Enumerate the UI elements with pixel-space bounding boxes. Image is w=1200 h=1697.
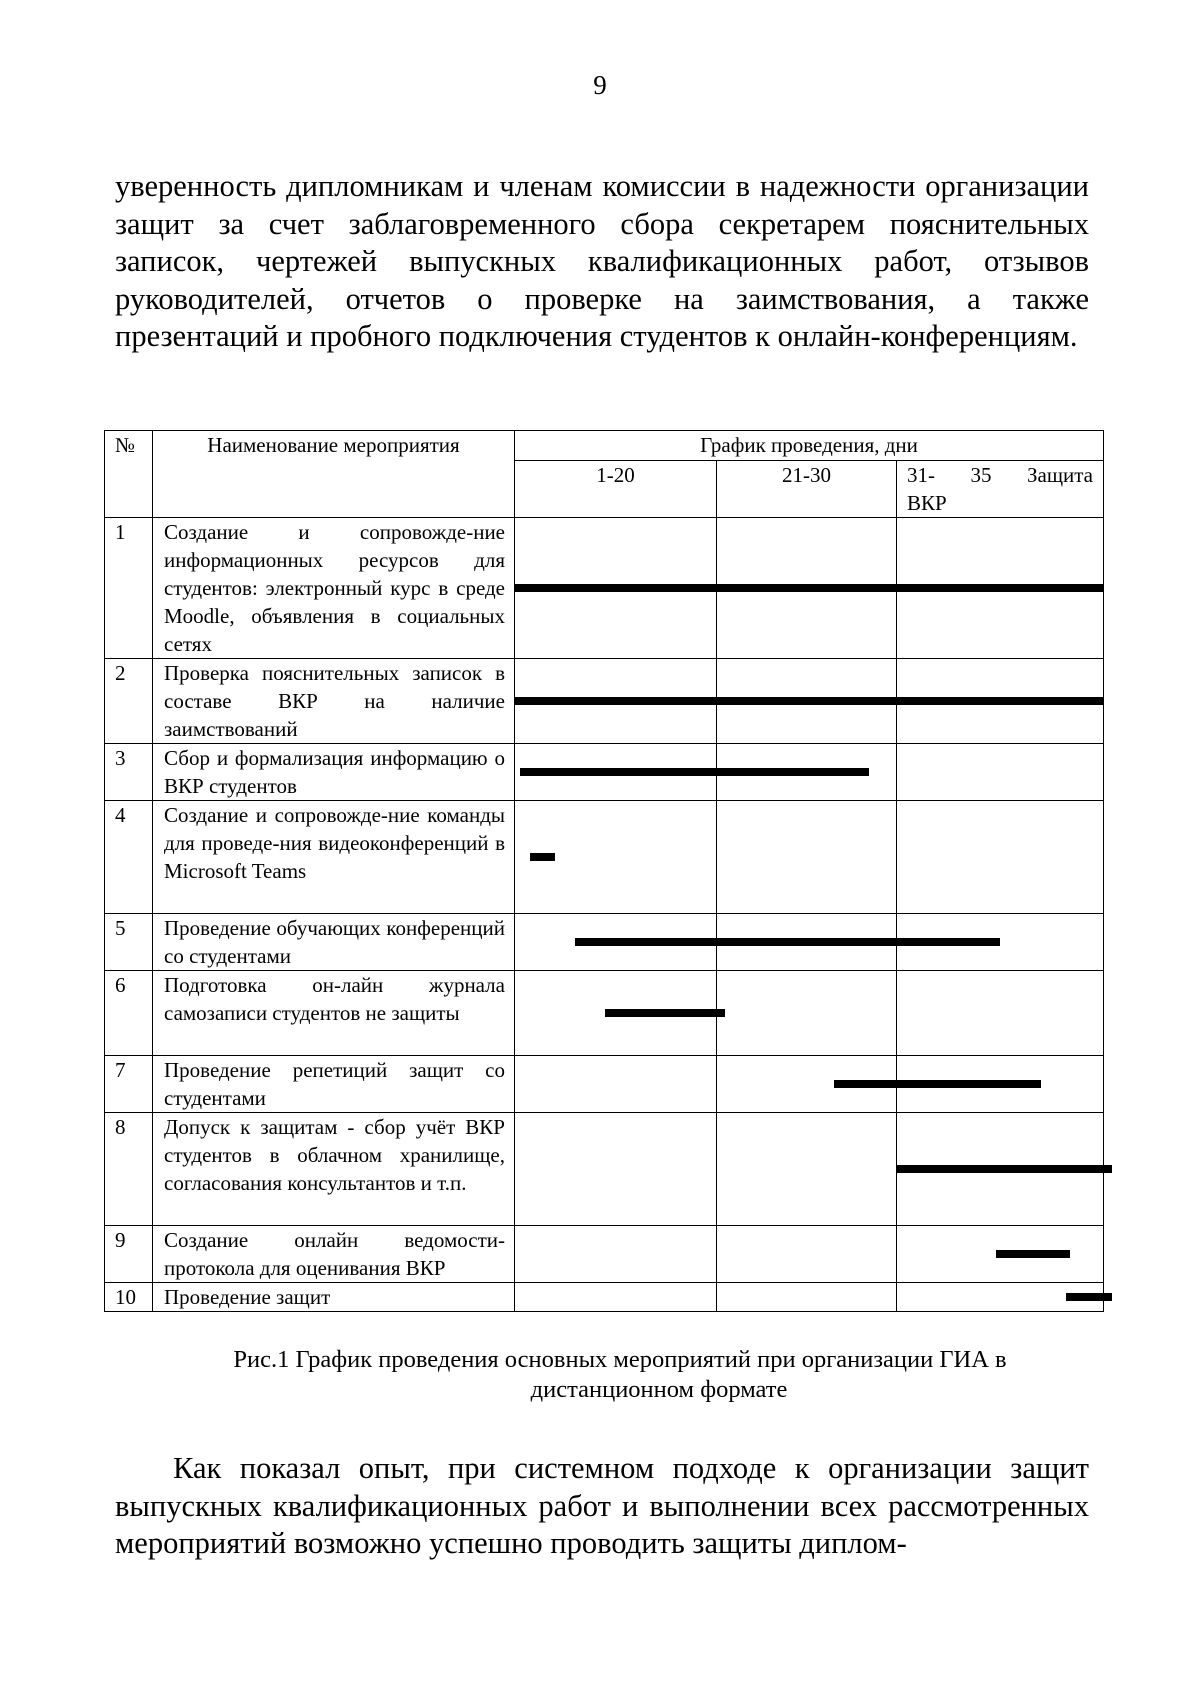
period-cell xyxy=(515,1113,717,1226)
table-row xyxy=(105,971,1104,1056)
table-row xyxy=(105,1226,1104,1283)
row-num: 4 xyxy=(105,801,153,914)
table-row xyxy=(105,801,1104,914)
schedule-table xyxy=(104,430,1104,1312)
row-name: Проведение репетиций защит со студентами xyxy=(153,1056,515,1113)
header-period-3 xyxy=(897,461,1104,518)
row-name: Создание и сопровожде-ние информационных ресурсов для студентов: электронный курс в среде Moodle, объявления в социальных сетях xyxy=(153,518,515,659)
row-num: 10 xyxy=(105,1283,153,1312)
row-num: 2 xyxy=(105,659,153,744)
table-row xyxy=(105,914,1104,971)
period-cell xyxy=(717,801,897,914)
period-cell xyxy=(897,1283,1104,1312)
row-name: Создание и сопровожде-ние команды для проведе-ния видеоконференций в Microsoft Teams xyxy=(153,801,515,914)
row-name: Проведение защит xyxy=(153,1283,515,1312)
period-cell xyxy=(717,659,897,744)
header-period-3-part: Защита xyxy=(1027,463,1094,487)
period-cell xyxy=(897,744,1104,801)
period-cell xyxy=(897,914,1104,971)
row-name: Проведение обучающих конференций со студентами xyxy=(153,914,515,971)
period-cell xyxy=(717,518,897,659)
header-period-3-part: ВКР xyxy=(907,491,947,515)
period-cell xyxy=(897,801,1104,914)
period-cell xyxy=(515,518,717,659)
row-name: Допуск к защитам - сбор учёт ВКР студентов в облачном хранилище, согласования консультантов и т.п. xyxy=(153,1113,515,1226)
period-cell xyxy=(717,971,897,1056)
table-row xyxy=(105,659,1104,744)
table-row xyxy=(105,1283,1104,1312)
row-num: 9 xyxy=(105,1226,153,1283)
row-name: Подготовка он-лайн журнала самозаписи студентов не защиты xyxy=(153,971,515,1056)
row-num: 1 xyxy=(105,518,153,659)
caption-line-1: Рис.1 График проведения основных мероприятий при организации ГИА в xyxy=(233,1346,1007,1373)
period-cell xyxy=(897,1113,1104,1226)
period-cell xyxy=(897,1056,1104,1113)
period-cell xyxy=(717,1226,897,1283)
page-number: 9 xyxy=(593,70,607,100)
header-schedule: График проведения, дни xyxy=(515,431,1104,461)
table-row xyxy=(105,1056,1104,1113)
intro-paragraph: уверенность дипломникам и членам комиссии в надежности организации защит за счет заблаговременного сбора секретарем пояснительных записок, чертежей выпускных квалификационных работ, отзывов руководителей, отчетов о проверке на заимствования, а также презентаций и пробного подключения студентов к онлайн-конференциям. xyxy=(115,169,1089,354)
period-cell xyxy=(515,659,717,744)
period-cell xyxy=(515,1226,717,1283)
period-cell xyxy=(515,801,717,914)
row-name: Создание онлайн ведомости-протокола для оценивания ВКР xyxy=(153,1226,515,1283)
header-period-3-part: 35 xyxy=(970,463,992,487)
row-num: 3 xyxy=(105,744,153,801)
conclusion-paragraph: Как показал опыт, при системном подходе к организации защит выпускных квалификационных работ и выполнении всех рассмотренных мероприятий возможно успешно проводить защиты диплом- xyxy=(115,1451,1089,1561)
header-period-3-part: 31- xyxy=(907,463,935,487)
period-cell xyxy=(515,971,717,1056)
period-cell xyxy=(515,1283,717,1312)
header-period-1: 1-20 xyxy=(515,461,717,518)
row-name: Проверка пояснительных записок в составе ВКР на наличие заимствований xyxy=(153,659,515,744)
header-num: № xyxy=(105,431,153,518)
period-cell xyxy=(717,744,897,801)
figure-caption xyxy=(170,1345,1070,1405)
header-period-2: 21-30 xyxy=(717,461,897,518)
period-cell xyxy=(897,1226,1104,1283)
period-cell xyxy=(897,659,1104,744)
row-num: 5 xyxy=(105,914,153,971)
period-cell xyxy=(717,1283,897,1312)
table-row xyxy=(105,1113,1104,1226)
row-name: Сбор и формализация информацию о ВКР студентов xyxy=(153,744,515,801)
period-cell xyxy=(515,1056,717,1113)
caption-line-2: дистанционном формате xyxy=(530,1376,788,1403)
row-num: 8 xyxy=(105,1113,153,1226)
period-cell xyxy=(897,971,1104,1056)
table-row xyxy=(105,744,1104,801)
period-cell xyxy=(717,1056,897,1113)
schedule-figure xyxy=(104,430,1103,1309)
period-cell xyxy=(717,1113,897,1226)
period-cell xyxy=(515,744,717,801)
row-num: 7 xyxy=(105,1056,153,1113)
period-cell xyxy=(897,518,1104,659)
row-num: 6 xyxy=(105,971,153,1056)
header-name: Наименование мероприятия xyxy=(153,431,515,518)
period-cell xyxy=(717,914,897,971)
table-row xyxy=(105,518,1104,659)
period-cell xyxy=(515,914,717,971)
